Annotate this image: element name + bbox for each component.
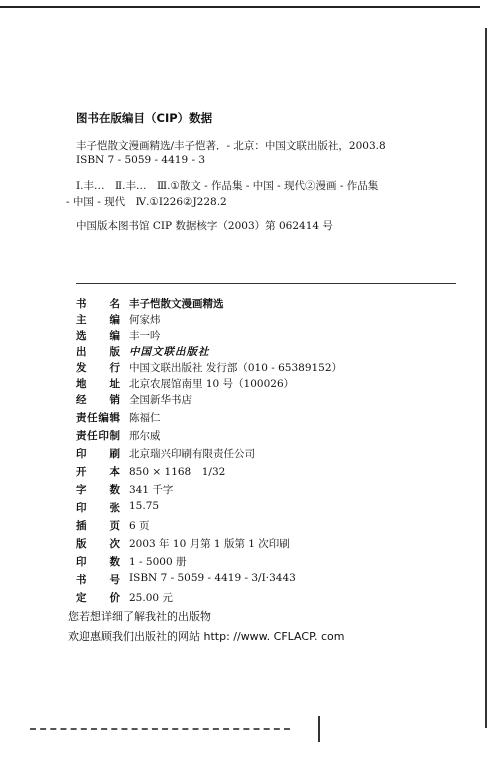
colophon-value: 850 × 1168 1/32 [129,466,226,478]
colophon-label: 定价 [76,592,120,604]
colophon-value: 邢尔威 [129,430,161,442]
colophon-label: 主编 [76,314,120,326]
website-line: 欢迎惠顾我们出版社的网站 http: //www. CFLACP. com [68,630,345,643]
colophon-value: 25.00 元 [129,592,173,604]
cip-classification-line: Ⅰ.丰… Ⅱ.丰… Ⅲ.①散文 - 作品集 - 中国 - 现代②漫画 - 作品集 [76,180,379,192]
colophon-label: 书号 [76,574,120,586]
colophon-label: 责任印制 [76,430,120,442]
colophon-value: 中国文联出版社 发行部（010 - 65389152） [129,362,343,374]
colophon-value: 1 - 5000 册 [129,556,187,568]
colophon-value: 6 页 [129,520,150,532]
scan-edge-bottom [30,728,290,730]
scan-edge-right [485,28,487,728]
colophon-label: 印刷 [76,448,120,460]
colophon-label: 选编 [76,330,120,342]
cip-heading: 图书在版编目（CIP）数据 [76,111,213,125]
colophon-value: 全国新华书店 [129,394,192,406]
colophon-label: 字数 [76,484,120,496]
colophon-value: 2003 年 10 月第 1 版第 1 次印刷 [129,538,290,550]
colophon-label: 经销 [76,394,120,406]
publisher-logotype: 中国文联出版社 [129,346,210,358]
colophon-value: 北京农展馆南里 10 号（100026） [129,378,295,390]
scan-edge-tick [318,716,320,742]
promo-line: 您若想详细了解我社的出版物 [68,610,211,623]
colophon-value: 何家炜 [129,314,161,326]
colophon-value: 丰子恺散文漫画精选 [129,298,224,310]
colophon-label: 责任编辑 [76,412,120,424]
colophon-label: 地址 [76,378,120,390]
cip-isbn-line: ISBN 7 - 5059 - 4419 - 3 [76,154,206,166]
section-divider [76,283,456,284]
cip-record-number: 中国版本图书馆 CIP 数据核字（2003）第 062414 号 [76,220,333,232]
colophon-label: 印张 [76,502,120,514]
colophon-label: 开本 [76,466,120,478]
colophon-value: 北京瑞兴印刷有限责任公司 [129,448,255,460]
colophon-label: 发行 [76,362,120,374]
colophon-value: ISBN 7 - 5059 - 4419 - 3/I·3443 [129,572,296,584]
colophon-label: 书名 [76,298,120,310]
colophon-value: 15.75 [129,500,160,512]
colophon-label: 出版 [76,346,120,358]
colophon-value: 陈福仁 [129,412,161,424]
colophon-value: 丰一吟 [129,330,161,342]
cip-title-line: 丰子恺散文漫画精选/丰子恺著．- 北京：中国文联出版社，2003.8 [76,140,386,152]
colophon-label: 版次 [76,538,120,550]
colophon-label: 插页 [76,520,120,532]
colophon-value: 341 千字 [129,484,174,496]
scan-edge-top [0,6,480,8]
cip-classification-line-2: - 中国 - 现代 Ⅳ.①I226②J228.2 [66,196,227,208]
colophon-label: 印数 [76,556,120,568]
